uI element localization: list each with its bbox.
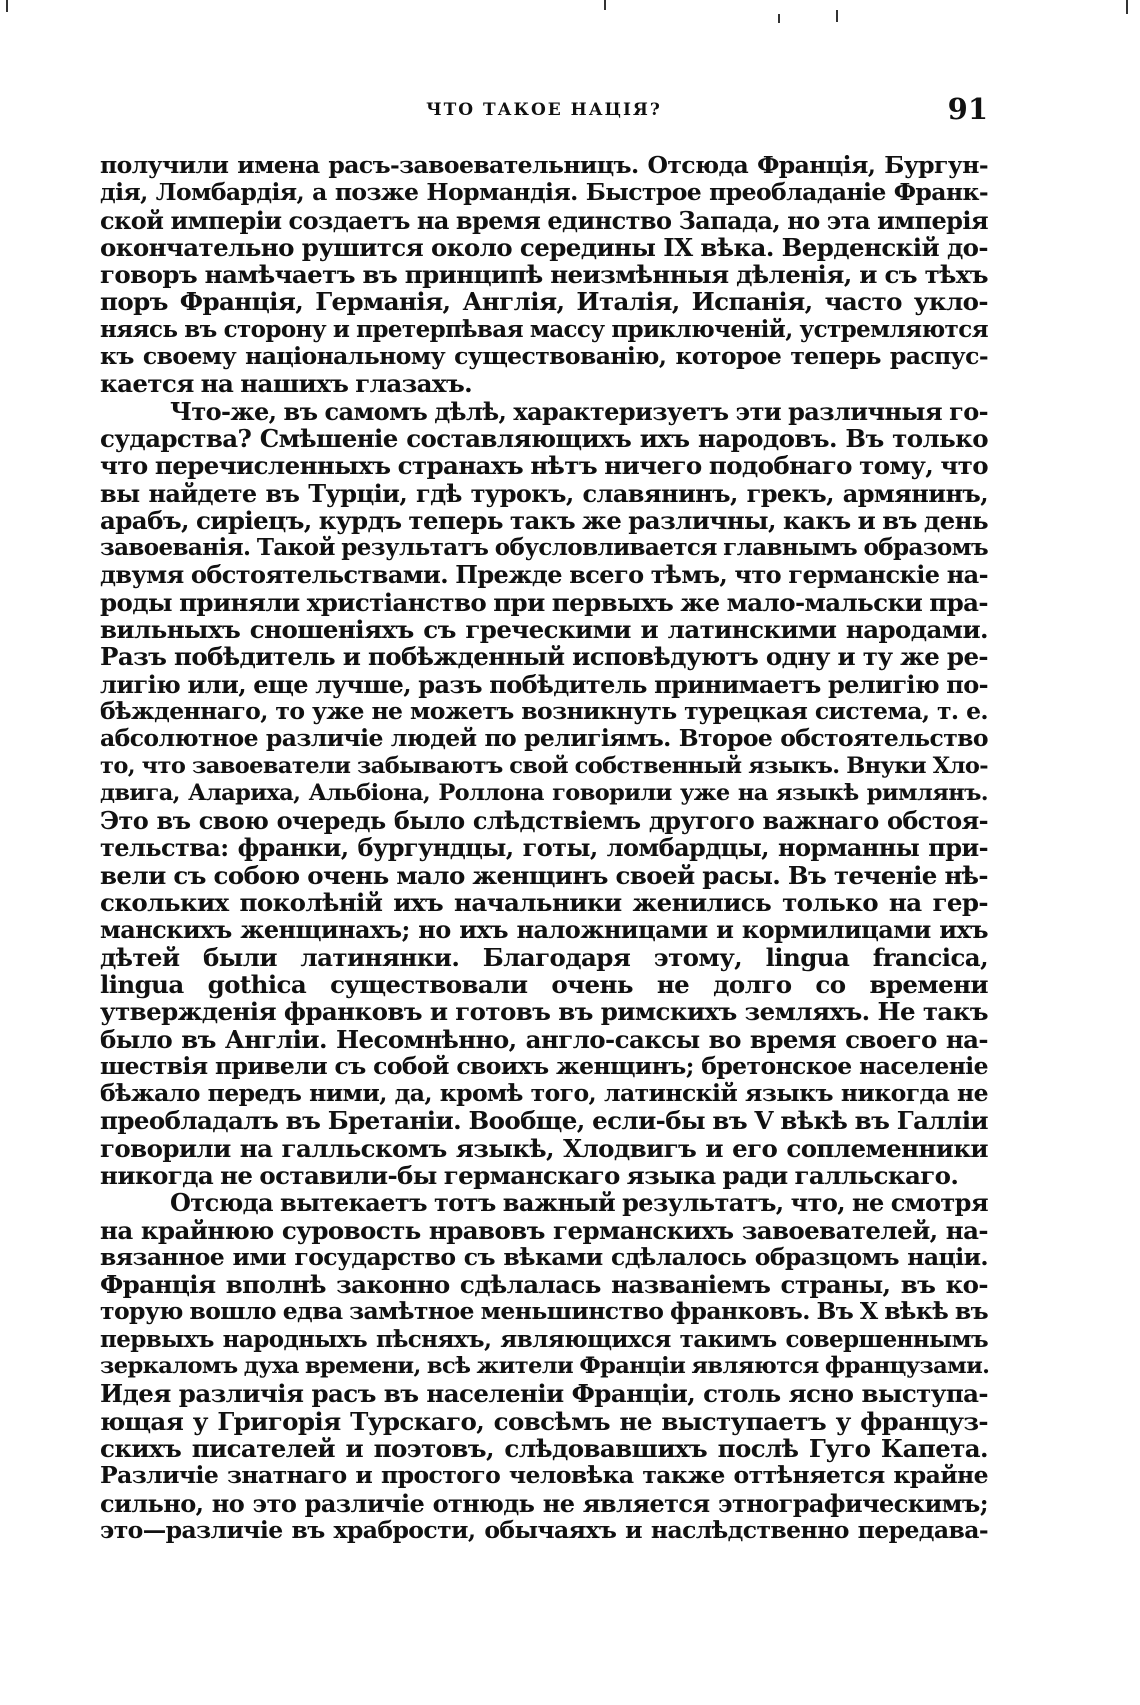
text-line: окончательно рушится около середины IX вѣка. Верденскій до- xyxy=(100,232,988,262)
text-line: Разъ побѣдитель и побѣжденный исповѣдуютъ одну и ту же ре- xyxy=(100,642,988,672)
text-line: бѣжало передъ ними, да, кромѣ того, латинскій языкъ никогда не xyxy=(100,1079,988,1108)
text-line: что перечисленныхъ странахъ нѣтъ ничего подобнаго тому, что xyxy=(100,451,988,481)
text-line: арабъ, сиріецъ, курдъ теперь такъ же различны, какъ и въ день xyxy=(100,505,988,535)
body-text xyxy=(100,152,988,1544)
text-line: вы найдете въ Турціи, гдѣ турокъ, славянинъ, грекъ, армянинъ, xyxy=(100,478,988,508)
text-line: дія, Ломбардія, а позже Нормандія. Быстрое преобладаніе Франк- xyxy=(100,178,988,207)
text-line: ющая у Григорія Турскаго, совсѣмъ не выступаетъ у француз- xyxy=(100,1406,988,1436)
text-line: говоръ намѣчаетъ въ принципѣ неизмѣнныя дѣленія, и съ тѣхъ xyxy=(100,260,988,290)
paragraph-start: Отсюда вытекаетъ тотъ важный результатъ, что, не смотря xyxy=(170,1188,988,1218)
text-line: поръ Францiя, Германiя, Англiя, Италiя, Испанiя, часто укло- xyxy=(100,287,988,317)
running-title: ЧТО ТАКОЕ НАЦІЯ? xyxy=(426,100,662,120)
text-line: вязанное ими государство съ вѣками сдѣлалось образцомъ націи. xyxy=(100,1242,988,1271)
text-line: это—различіе въ храбрости, обычаяхъ и наслѣдственно передава- xyxy=(100,1515,988,1544)
text-line: няясь въ сторону и претерпѣвая массу приключеній, устремляются xyxy=(100,315,988,343)
text-line: зеркаломъ духа времени, всѣ жители Франціи являются французами. xyxy=(100,1353,990,1380)
page-header xyxy=(100,92,988,132)
paragraph-start: Что-же, въ самомъ дѣлѣ, характеризуетъ эти различныя го- xyxy=(170,396,988,426)
text-line: сильно, но это различіе отнюдь не является этнографическимъ; xyxy=(100,1488,988,1518)
text-line: ской имперіи создаетъ на время единство Запада, но эта имперія xyxy=(100,205,988,235)
text-line: Идея различія расъ въ населеніи Франціи, столь ясно выступа- xyxy=(100,1379,988,1409)
text-line: никогда не оставили-бы германскаго языка ради галльскаго. xyxy=(100,1160,959,1190)
text-line: шествія привели съ собой своихъ женщинъ; бретонское населеніе xyxy=(100,1051,988,1080)
text-line: было въ Англіи. Несомнѣнно, англо-саксы во время своего на- xyxy=(100,1024,988,1054)
text-line: говорили на галльскомъ языкѣ, Хлодвигъ и его соплеменники xyxy=(100,1133,988,1163)
page-number: 91 xyxy=(947,92,988,126)
text-line: lingua gothica существовали очень не долго со времени xyxy=(100,969,988,999)
text-line: то, что завоеватели забываютъ свой собственный языкъ. Внуки Хло- xyxy=(100,752,988,779)
text-line: кается на нашихъ глазахъ. xyxy=(100,369,473,399)
scan-speck xyxy=(6,0,8,12)
scan-speck xyxy=(778,14,780,23)
text-line: торую вошло едва замѣтное меньшинство франковъ. Въ X вѣкѣ въ xyxy=(100,1297,988,1326)
text-line: бѣжденнаго, то уже не можетъ возникнуть турецкая система, т. е. xyxy=(100,696,988,725)
text-line: Франція вполнѣ законно сдѣлалась названіемъ страны, въ ко- xyxy=(100,1270,988,1300)
text-line: дѣтей были латинянки. Благодаря этому, lingua francica, xyxy=(100,942,988,972)
text-line: тельства: франки, бургундцы, готы, ломбардцы, норманны при- xyxy=(100,833,988,863)
text-line: роды приняли христіанство при первыхъ же мало-мальски пра- xyxy=(100,587,988,617)
text-line: вели съ собою очень мало женщинъ своей расы. Въ теченіе нѣ- xyxy=(100,860,988,890)
text-line: Это въ свою очередь было слѣдствіемъ другого важнаго обстоя- xyxy=(100,806,988,836)
text-line: завоеванія. Такой результатъ обусловливается главнымъ образомъ xyxy=(100,534,988,562)
text-line: двига, Алариха, Альбіона, Роллона говорили уже на языкѣ римлянъ. xyxy=(100,779,988,806)
text-line: получили имена расъ-завоевательницъ. Отсюда Францiя, Бургун- xyxy=(100,151,988,179)
text-line: на крайнюю суровость нравовъ германскихъ завоевателей, на- xyxy=(100,1215,988,1245)
text-line: лигію или, еще лучше, разъ побѣдитель принимаетъ религію по- xyxy=(100,669,988,699)
scan-speck xyxy=(836,10,838,22)
text-line: первыхъ народныхъ пѣсняхъ, являющихся такимъ совершеннымъ xyxy=(100,1325,988,1353)
text-line: утвержденія франковъ и готовъ въ римскихъ земляхъ. Не такъ xyxy=(100,997,988,1027)
text-line: къ своему національному существованію, которое теперь распус- xyxy=(100,342,988,371)
text-line: абсолютное различіе людей по религіямъ. Второе обстоятельство xyxy=(100,724,988,753)
text-line: Различіе знатнаго и простого человѣка также оттѣняется крайне xyxy=(100,1461,988,1490)
text-line: скольких поколѣній ихъ начальники женились только на гер- xyxy=(100,888,988,918)
text-line: сударства? Смѣшеніе составляющихъ ихъ народовъ. Въ только xyxy=(100,423,988,453)
text-line: двумя обстоятельствами. Прежде всего тѣмъ, что германскіе на- xyxy=(100,560,988,590)
text-line: преобладалъ въ Бретаніи. Вообще, если-бы въ V вѣкѣ въ Галліи xyxy=(100,1106,988,1136)
text-line: скихъ писателей и поэтовъ, слѣдовавшихъ послѣ Гуго Капета. xyxy=(100,1433,988,1463)
scan-speck xyxy=(1126,0,1128,14)
text-line: вильныхъ сношеніяхъ съ греческими и латинскими народами. xyxy=(100,615,988,645)
scan-speck xyxy=(604,0,606,10)
text-line: манскихъ женщинахъ; но ихъ наложницами и кормилицами ихъ xyxy=(100,915,988,945)
